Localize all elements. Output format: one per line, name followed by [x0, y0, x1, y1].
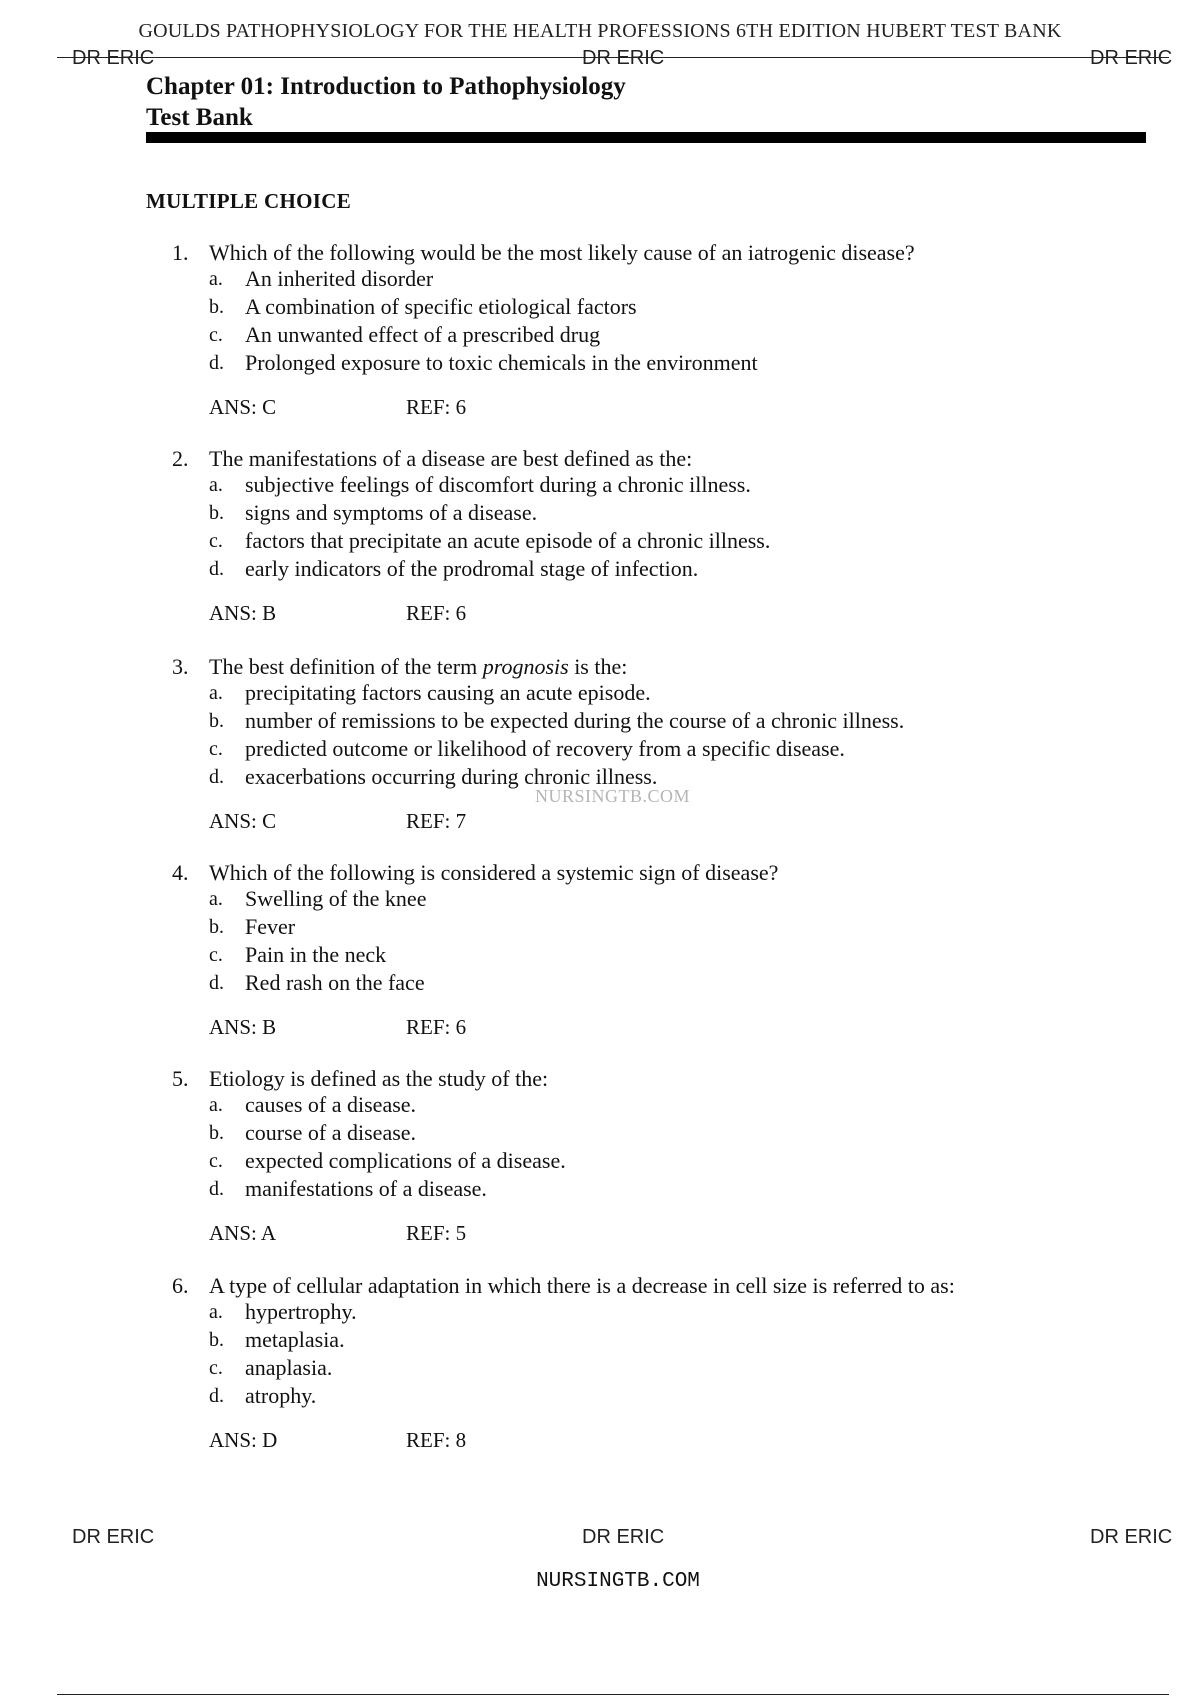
watermark-bottom-left: DR ERIC: [72, 1526, 155, 1548]
option-text: course of a disease.: [245, 1120, 417, 1145]
chapter-subtitle: Test Bank: [146, 104, 253, 131]
answer-key: ANS: B: [209, 601, 277, 625]
option-text: anaplasia.: [245, 1355, 333, 1380]
stem-text: is the:: [568, 654, 628, 679]
question-number: 2.: [172, 446, 189, 471]
option-text: factors that precipitate an acute episode of a chronic illness.: [245, 528, 771, 553]
question-stem: The manifestations of a disease are best defined as the:: [209, 446, 693, 471]
question-stem: Etiology is defined as the study of the:: [209, 1066, 549, 1091]
option-letter: c.: [209, 1150, 223, 1172]
question-number: 3.: [172, 654, 189, 679]
page-reference: REF: 6: [406, 601, 467, 625]
section-heading: MULTIPLE CHOICE: [146, 189, 352, 213]
option-text: early indicators of the prodromal stage of infection.: [245, 556, 699, 581]
watermark-nursingtb: NURSINGTB.COM: [535, 786, 691, 806]
answer-key: ANS: C: [209, 809, 277, 833]
question-stem: Which of the following is considered a systemic sign of disease?: [209, 860, 779, 885]
option-text: causes of a disease.: [245, 1092, 417, 1117]
footer-site-name: NURSINGTB.COM: [536, 1570, 700, 1593]
page-reference: REF: 6: [406, 1015, 467, 1039]
option-letter: c.: [209, 530, 223, 552]
option-text: number of remissions to be expected during the course of a chronic illness.: [245, 708, 905, 733]
option-letter: d.: [209, 972, 224, 994]
watermark-top-left: DR ERIC: [72, 47, 155, 69]
option-letter: b.: [209, 502, 224, 524]
option-text: A combination of specific etiological factors: [245, 294, 637, 319]
watermark-bottom-center: DR ERIC: [582, 1526, 665, 1548]
question-stem: [209, 654, 627, 680]
question-number: 6.: [172, 1273, 189, 1298]
option-letter: b.: [209, 1329, 224, 1351]
option-letter: a.: [209, 682, 223, 704]
option-text: predicted outcome or likelihood of recovery from a specific disease.: [245, 736, 845, 761]
answer-key: ANS: A: [209, 1221, 277, 1245]
option-letter: c.: [209, 738, 223, 760]
option-text: An unwanted effect of a prescribed drug: [245, 322, 601, 347]
option-letter: a.: [209, 1094, 223, 1116]
stem-text: The best definition of the term: [209, 654, 483, 679]
page-reference: REF: 8: [406, 1428, 467, 1452]
option-text: Fever: [245, 914, 296, 939]
question-number: 4.: [172, 860, 189, 885]
option-text: precipitating factors causing an acute episode.: [245, 680, 651, 705]
option-text: Red rash on the face: [245, 970, 425, 995]
option-text: exacerbations occurring during chronic illness.: [245, 764, 658, 789]
option-text: metaplasia.: [245, 1327, 345, 1352]
option-letter: b.: [209, 916, 224, 938]
watermark-bottom-right: DR ERIC: [1090, 1526, 1173, 1548]
question-number: 1.: [172, 240, 189, 265]
option-letter: d.: [209, 766, 224, 788]
option-letter: b.: [209, 1122, 224, 1144]
option-letter: a.: [209, 888, 223, 910]
page-reference: REF: 7: [406, 809, 467, 833]
document-header-title: GOULDS PATHOPHYSIOLOGY FOR THE HEALTH PROFESSIONS 6TH EDITION HUBERT TEST BANK: [138, 20, 1062, 42]
option-text: expected complications of a disease.: [245, 1148, 566, 1173]
answer-key: ANS: D: [209, 1428, 278, 1452]
watermark-top-right: DR ERIC: [1090, 47, 1173, 69]
option-letter: c.: [209, 944, 223, 966]
option-letter: d.: [209, 558, 224, 580]
chapter-title: Chapter 01: Introduction to Pathophysiology: [146, 73, 626, 100]
question-number: 5.: [172, 1066, 189, 1091]
option-text: Prolonged exposure to toxic chemicals in the environment: [245, 350, 758, 375]
option-text: manifestations of a disease.: [245, 1176, 487, 1201]
option-letter: b.: [209, 710, 224, 732]
option-letter: c.: [209, 324, 223, 346]
question-stem: Which of the following would be the most likely cause of an iatrogenic disease?: [209, 240, 915, 265]
answer-key: ANS: C: [209, 395, 277, 419]
option-text: atrophy.: [245, 1383, 317, 1408]
option-letter: d.: [209, 1385, 224, 1407]
page-reference: REF: 5: [406, 1221, 467, 1245]
option-letter: c.: [209, 1357, 223, 1379]
option-letter: d.: [209, 352, 224, 374]
option-text: signs and symptoms of a disease.: [245, 500, 538, 525]
option-text: Pain in the neck: [245, 942, 387, 967]
watermark-top-center: DR ERIC: [582, 47, 665, 69]
option-letter: a.: [209, 474, 223, 496]
option-text: subjective feelings of discomfort during a chronic illness.: [245, 472, 751, 497]
answer-key: ANS: B: [209, 1015, 277, 1039]
option-letter: a.: [209, 1301, 223, 1323]
option-letter: b.: [209, 296, 224, 318]
question-stem: A type of cellular adaptation in which there is a decrease in cell size is referred to as:: [209, 1273, 955, 1298]
heading-rule: [146, 132, 1146, 143]
option-text: Swelling of the knee: [245, 886, 427, 911]
option-letter: a.: [209, 268, 223, 290]
footer-rule: [57, 1694, 1169, 1695]
page-reference: REF: 6: [406, 395, 467, 419]
option-letter: d.: [209, 1178, 224, 1200]
option-text: hypertrophy.: [245, 1299, 357, 1324]
option-text: An inherited disorder: [245, 266, 434, 291]
stem-term-italic: prognosis: [482, 654, 569, 679]
